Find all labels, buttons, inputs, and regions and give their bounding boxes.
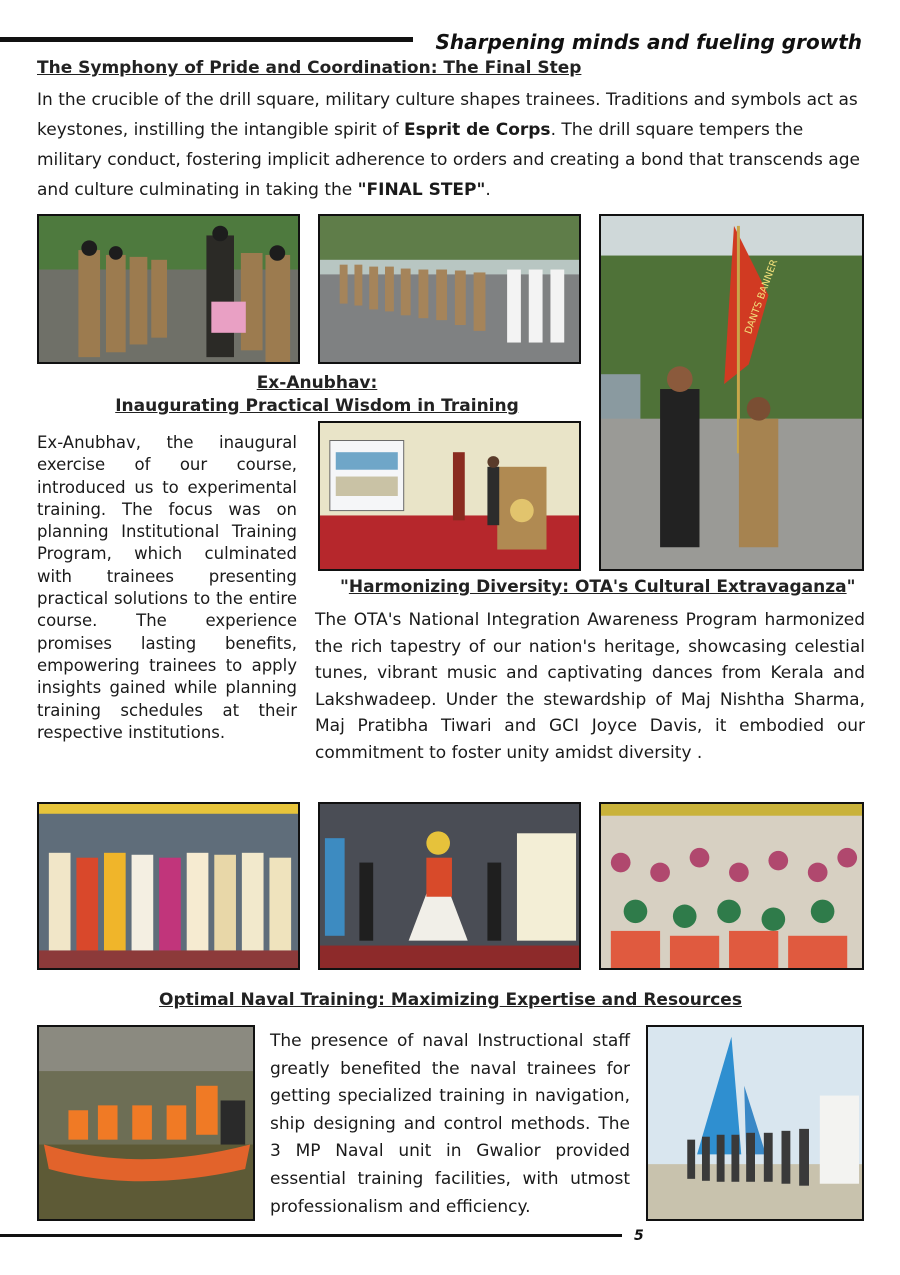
ex-anubhav-title-line1: Ex-Anubhav: xyxy=(256,373,378,393)
section-title-final-step: The Symphony of Pride and Coordination: The Final Step xyxy=(37,58,582,78)
page-number: 5 xyxy=(634,1228,644,1244)
section-title-ex-anubhav xyxy=(37,372,597,418)
page-tagline: Sharpening minds and fueling growth xyxy=(435,30,862,54)
cultural-quote-close: " xyxy=(846,577,856,597)
banner-text: DANTS BANNER xyxy=(743,258,781,336)
photo-naval-boat xyxy=(37,1025,255,1221)
section-title-cultural xyxy=(340,577,855,597)
final-step-bold: "FINAL STEP" xyxy=(357,180,486,200)
final-step-text-1: In the crucible of the drill square, military culture shapes trainees. Traditions and symbols act as keystones, instilling the intangible spirit of xyxy=(37,90,858,140)
section-body-naval: The presence of naval Instructional staff greatly benefited the naval trainees for getting specialized training in navigation, ship designing and control methods. The 3 MP Naval unit in Gwalior provided essential training facilities, with utmost professionalism and efficiency. xyxy=(270,1031,630,1217)
photo-cultural-dance-group xyxy=(37,802,300,970)
photo-banner-ceremony xyxy=(599,214,864,571)
section-body-ex-anubhav: Ex-Anubhav, the inaugural exercise of our course, introduced us to experimental training. The focus was on planning Institutional Training Program, which culminated with trainees presenting practical solutions to the entire course. The experience promises lasting benefits, empowering trainees to apply insights gained while planning training schedules at their respective institutions. xyxy=(37,433,297,742)
section-body-final-step xyxy=(37,85,867,205)
esprit-de-corps: Esprit de Corps xyxy=(403,120,551,140)
photo-presentation-hall xyxy=(318,421,581,571)
final-step-text-2: . The drill square tempers the military conduct, fostering implicit adherence to orders and creating a bond that transcends age and culture culminating in taking the xyxy=(37,120,860,200)
section-body-cultural: The OTA's National Integration Awareness Program harmonized the rich tapestry of our nation's heritage, showcasing celestial tunes, vibrant music and captivating dances from Kerala and Lakshwadeep. Under the stewardship of Maj Nishtha Sharma, Maj Pratibha Tiwari and GCI Joyce Davis, it embodied our commitment to foster unity amidst diversity . xyxy=(315,610,865,763)
cultural-title-text: Harmonizing Diversity: OTA's Cultural Extravaganza xyxy=(348,577,847,597)
photo-cultural-kathakali xyxy=(318,802,581,970)
photo-naval-sailboat xyxy=(646,1025,864,1221)
header-rule xyxy=(0,37,413,42)
photo-drill-parade xyxy=(318,214,581,364)
photo-drill-inspection xyxy=(37,214,300,364)
section-title-naval: Optimal Naval Training: Maximizing Expertise and Resources xyxy=(159,990,742,1010)
photo-cultural-audience xyxy=(599,802,864,970)
final-step-text-3: . xyxy=(485,180,491,200)
cultural-quote-open: " xyxy=(340,577,349,597)
ex-anubhav-title-line2: Inaugurating Practical Wisdom in Training xyxy=(115,396,519,416)
footer-rule xyxy=(0,1234,622,1237)
